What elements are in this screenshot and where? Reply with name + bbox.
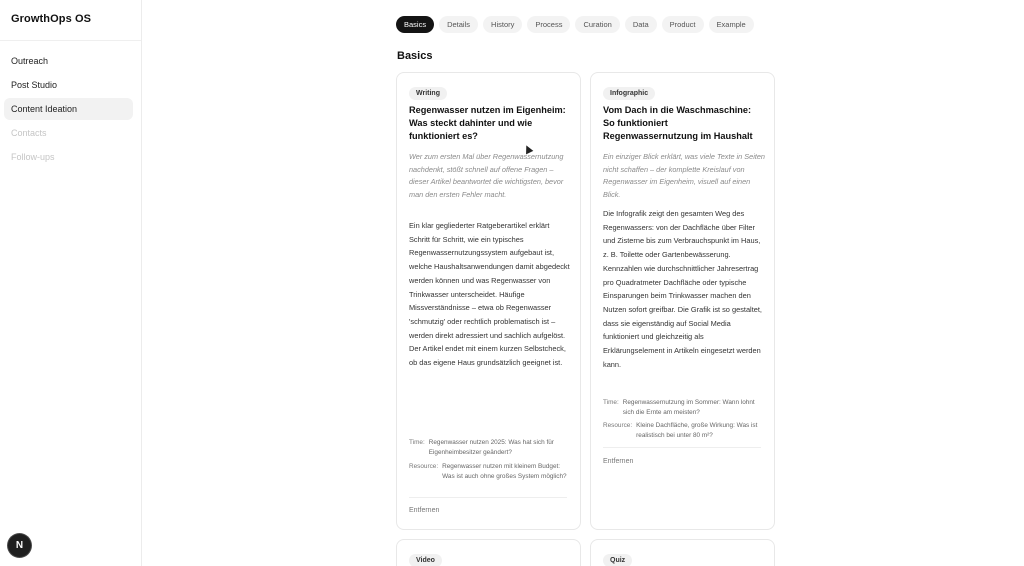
idea-card xyxy=(396,539,581,566)
tab-basics[interactable]: Basics xyxy=(396,16,434,33)
format-tag: Quiz xyxy=(603,554,632,566)
resource-value: Kleine Dachfläche, große Wirkung: Was ist realistisch bei unter 80 m²? xyxy=(636,422,758,439)
card-title: Regenwasser nutzen im Eigenheim: Was steckt dahinter und wie funktioniert es? xyxy=(409,105,566,141)
remove-button[interactable]: Entfernen xyxy=(409,507,440,514)
tab-product[interactable]: Product xyxy=(662,16,704,33)
sidebar-item-content-ideation[interactable]: Content Ideation xyxy=(4,98,133,120)
sidebar-item-follow-ups: Follow-ups xyxy=(11,152,55,162)
resource-label: Resource: xyxy=(409,463,439,470)
card-intro: Ein einziger Blick erklärt, was viele Texte in Seiten nicht schaffen – der komplette Kreislauf von Regenwasser im Eigenheim, visuell auf einen Blick. xyxy=(603,152,765,199)
idea-card xyxy=(396,72,581,530)
resource-value: Regenwasser nutzen mit kleinem Budget: Was ist auch ohne großes System möglich? xyxy=(442,463,567,480)
divider xyxy=(409,497,567,498)
card-title: Vom Dach in die Waschmaschine: So funktioniert Regenwassernutzung im Haushalt xyxy=(603,105,753,141)
time-value: Regenwasser nutzen 2025: Was hat sich für Eigenheimbesitzer geändert? xyxy=(428,439,554,456)
idea-card xyxy=(590,72,775,530)
sidebar-item-post-studio[interactable]: Post Studio xyxy=(11,80,58,90)
n-badge-icon[interactable]: N xyxy=(8,534,31,557)
card-body: Die Infografik zeigt den gesamten Weg des Regenwassers: von der Dachfläche über Filter und Zisterne bis zum Verbrauchspunkt im Haus, z. B. Toilette oder Gartenbewässerung. Kennzahlen wie durchschnittlicher Jahresertrag pro Quadratmeter Dachfläche oder typische Einsparungen beim Trinkwasser machen den Nutzen sofort greifbar. Die Grafik ist so gestaltet, dass sie eigenständig auf Social Media funktioniert und gleichzeitig als Erklärungselement in Artikeln eingesetzt werden kann. xyxy=(603,209,762,369)
tab-bar xyxy=(396,16,754,33)
time-value: Regenwassernutzung im Sommer: Wann lohnt sich die Ernte am meisten? xyxy=(622,399,755,416)
sidebar xyxy=(0,0,142,566)
tab-curation[interactable]: Curation xyxy=(575,16,619,33)
time-label: Time: xyxy=(409,439,425,446)
resource-row xyxy=(603,421,763,440)
tab-data[interactable]: Data xyxy=(625,16,657,33)
resource-row xyxy=(409,462,569,481)
format-tag: Infographic xyxy=(603,87,655,100)
divider xyxy=(603,447,761,448)
tab-history[interactable]: History xyxy=(483,16,522,33)
format-tag: Video xyxy=(409,554,442,566)
tab-process[interactable]: Process xyxy=(527,16,570,33)
remove-button[interactable]: Entfernen xyxy=(603,458,634,465)
sidebar-item-contacts: Contacts xyxy=(11,128,47,138)
app-title: GrowthOps OS xyxy=(0,0,141,41)
main-content xyxy=(143,0,1024,566)
sidebar-item-outreach[interactable]: Outreach xyxy=(11,56,49,66)
sidebar-nav xyxy=(0,41,141,168)
resource-label: Resource: xyxy=(603,422,633,429)
tab-example[interactable]: Example xyxy=(709,16,754,33)
time-row xyxy=(603,398,763,417)
idea-card xyxy=(590,539,775,566)
time-row xyxy=(409,438,569,457)
tab-details[interactable]: Details xyxy=(439,16,478,33)
card-intro: Wer zum ersten Mal über Regenwassernutzung nachdenkt, stößt schnell auf offene Fragen – dieser Artikel beantwortet die wichtigsten, bevor man den ersten Fehler macht. xyxy=(409,152,564,199)
card-body: Ein klar gegliederter Ratgeberartikel erklärt Schritt für Schritt, wie ein typisches Regenwassernutzungssystem aufgebaut ist, welche Haushaltsanwendungen damit abgedeckt werden können und was Regenwasser von Trinkwasser unterscheidet. Häufige Missverständnisse – etwa ob Regenwasser 'schmutzig' oder rechtlich problematisch ist – werden direkt adressiert und sachlich aufgelöst. Der Artikel endet mit einem kurzen Selbstcheck, ob das eigene Haus grundsätzlich geeignet ist. xyxy=(409,221,570,368)
section-title: Basics xyxy=(397,50,433,62)
format-tag: Writing xyxy=(409,87,447,100)
time-label: Time: xyxy=(603,399,619,406)
